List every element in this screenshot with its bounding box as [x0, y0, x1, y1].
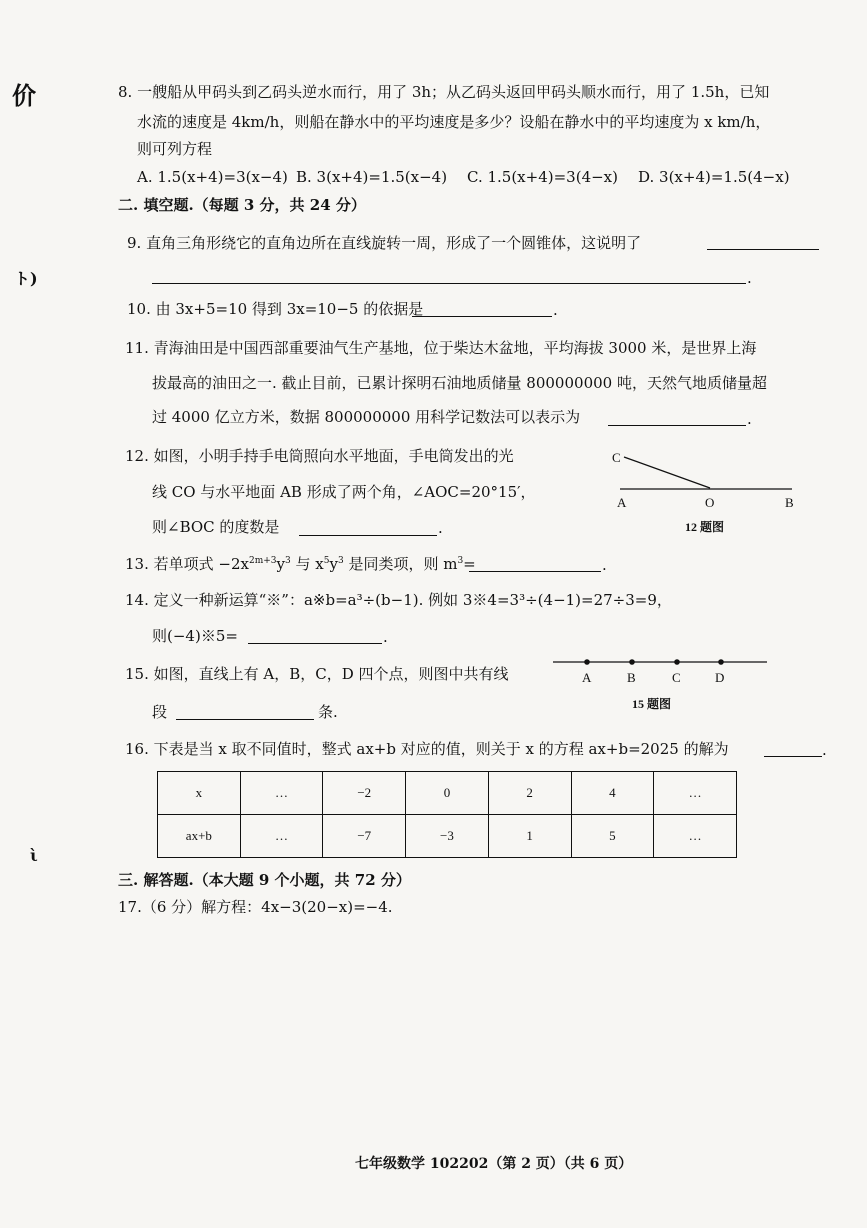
q11-answer-blank[interactable]: [608, 425, 746, 426]
table-cell: …: [240, 772, 323, 815]
q12-line3: 则∠BOC 的度数是: [152, 518, 280, 536]
q17-text: 17.（6 分）解方程：4x−3(20−x)=−4.: [118, 898, 393, 916]
table-cell: 0: [406, 772, 489, 815]
fig15-point-b: [629, 659, 635, 665]
fig15-label-b: B: [627, 670, 636, 685]
q13-answer-blank[interactable]: [469, 571, 601, 572]
q10-answer-blank[interactable]: [412, 316, 552, 317]
q8-line3: 则可列方程: [137, 140, 213, 158]
q11-line2: 拔最高的油田之一. 截止目前，已累计探明石油地质储量 800000000 吨，天然气地质储量超: [152, 374, 767, 392]
table-cell: ax+b: [158, 815, 241, 858]
fig12-label-b: B: [785, 495, 794, 510]
q14-answer-blank[interactable]: [248, 643, 382, 644]
margin-mark-3: ὶ: [30, 846, 38, 865]
fig15-point-d: [718, 659, 724, 665]
fig15-point-a: [584, 659, 590, 665]
q13-mid2: 与 x: [290, 555, 324, 573]
fig15-caption: 15 题图: [632, 697, 672, 711]
q13-exp2: 3: [284, 556, 291, 566]
q13-end: .: [602, 556, 607, 574]
figure-15: [550, 652, 775, 714]
q8-option-b: B. 3(x+4)=1.5(x−4): [296, 168, 448, 186]
fig12-label-a: A: [617, 495, 627, 510]
q8-line2: 水流的速度是 4km/h，则船在静水中的平均速度是多少？设船在静水中的平均速度为 x km/h，: [137, 113, 771, 131]
margin-mark-2: ト): [14, 269, 38, 288]
q12-answer-blank[interactable]: [299, 535, 437, 536]
q15-line2a: 段: [152, 703, 168, 721]
q11-line1: 11. 青海油田是中国西部重要油气生产基地，位于柴达木盆地，平均海拔 3000 米，是世界上海: [125, 339, 757, 357]
q8-option-a: A. 1.5(x+4)=3(x−4): [137, 168, 288, 186]
table-row: [158, 815, 737, 858]
table-row: [158, 772, 737, 815]
fig15-label-a: A: [582, 670, 592, 685]
q13-text: [125, 554, 476, 574]
q13-eq: =: [463, 555, 476, 573]
q12-line1: 12. 如图，小明手持手电筒照向水平地面，手电筒发出的光: [125, 447, 514, 465]
q8-option-d: D. 3(x+4)=1.5(4−x): [638, 168, 790, 186]
table-cell: −7: [323, 815, 406, 858]
q14-line1: 14. 定义一种新运算“※”：a※b=a³÷(b−1). 例如 3※4=3³÷(4−1)=27÷3=9，: [125, 591, 672, 609]
q9-answer-blank-1[interactable]: [707, 249, 819, 250]
q9-answer-blank-2[interactable]: [152, 283, 746, 284]
table-cell: …: [654, 772, 737, 815]
fig15-label-d: D: [715, 670, 725, 685]
q14-line2: 则(−4)※5=: [152, 627, 238, 645]
fig15-label-c: C: [672, 670, 681, 685]
q10-end: .: [553, 301, 558, 319]
fig15-point-c: [674, 659, 680, 665]
q9-text: 9. 直角三角形绕它的直角边所在直线旋转一周，形成了一个圆锥体，这说明了: [127, 234, 642, 252]
table-cell: 2: [488, 772, 571, 815]
q15-answer-blank[interactable]: [176, 719, 314, 720]
q8-line1: 8. 一艘船从甲码头到乙码头逆水而行，用了 3h；从乙码头返回甲码头顺水而行，用了 1.5h，已知: [118, 83, 770, 101]
q13-exp1: 2m+3: [248, 556, 277, 566]
q16-answer-blank[interactable]: [764, 756, 822, 757]
q15-line1: 15. 如图，直线上有 A，B，C，D 四个点，则图中共有线: [125, 665, 509, 683]
margin-mark-1: 价: [12, 81, 36, 110]
q15-line2b: 条.: [318, 703, 338, 721]
fig12-label-c: C: [612, 450, 621, 465]
q13-exp4: 3: [337, 556, 344, 566]
q12-line2: 线 CO 与水平地面 AB 形成了两个角，∠AOC=20°15′，: [152, 483, 536, 501]
table-cell: −2: [323, 772, 406, 815]
table-cell: 5: [571, 815, 654, 858]
table-cell: x: [158, 772, 241, 815]
q13-pre: 13. 若单项式 −2x: [125, 555, 249, 573]
q9-end: .: [747, 269, 752, 287]
q16-value-table: [157, 771, 737, 858]
figure-12: [600, 445, 810, 540]
q13-post: 是同类项，则 m: [343, 555, 458, 573]
q16-text: 16. 下表是当 x 取不同值时，整式 ax+b 对应的值，则关于 x 的方程 ax+b=2025 的解为: [125, 740, 729, 758]
q16-end: .: [822, 741, 827, 759]
q11-end: .: [747, 410, 752, 428]
table-cell: 4: [571, 772, 654, 815]
q13-mid1: y: [276, 555, 285, 573]
table-cell: −3: [406, 815, 489, 858]
fig12-label-o: O: [705, 495, 715, 510]
fig12-ray-co: [624, 457, 710, 488]
section-3-heading: 三. 解答题.（本大题 9 个小题，共 72 分）: [118, 871, 411, 889]
q14-end: .: [383, 628, 388, 646]
q12-end: .: [438, 519, 443, 537]
table-cell: …: [240, 815, 323, 858]
q13-mid3: y: [329, 555, 338, 573]
q13-exp3: 5: [323, 556, 330, 566]
q11-line3: 过 4000 亿立方米，数据 800000000 用科学记数法可以表示为: [152, 408, 581, 426]
q8-option-c: C. 1.5(x+4)=3(4−x): [467, 168, 618, 186]
page-footer: 七年级数学 102202（第 2 页）（共 6 页）: [355, 1156, 633, 1172]
table-cell: 1: [488, 815, 571, 858]
table-cell: …: [654, 815, 737, 858]
q13-exp5: 3: [457, 556, 464, 566]
section-2-heading: 二. 填空题.（每题 3 分，共 24 分）: [118, 196, 366, 214]
q10-text: 10. 由 3x+5=10 得到 3x=10−5 的依据是: [127, 300, 424, 318]
fig12-caption: 12 题图: [685, 520, 725, 534]
